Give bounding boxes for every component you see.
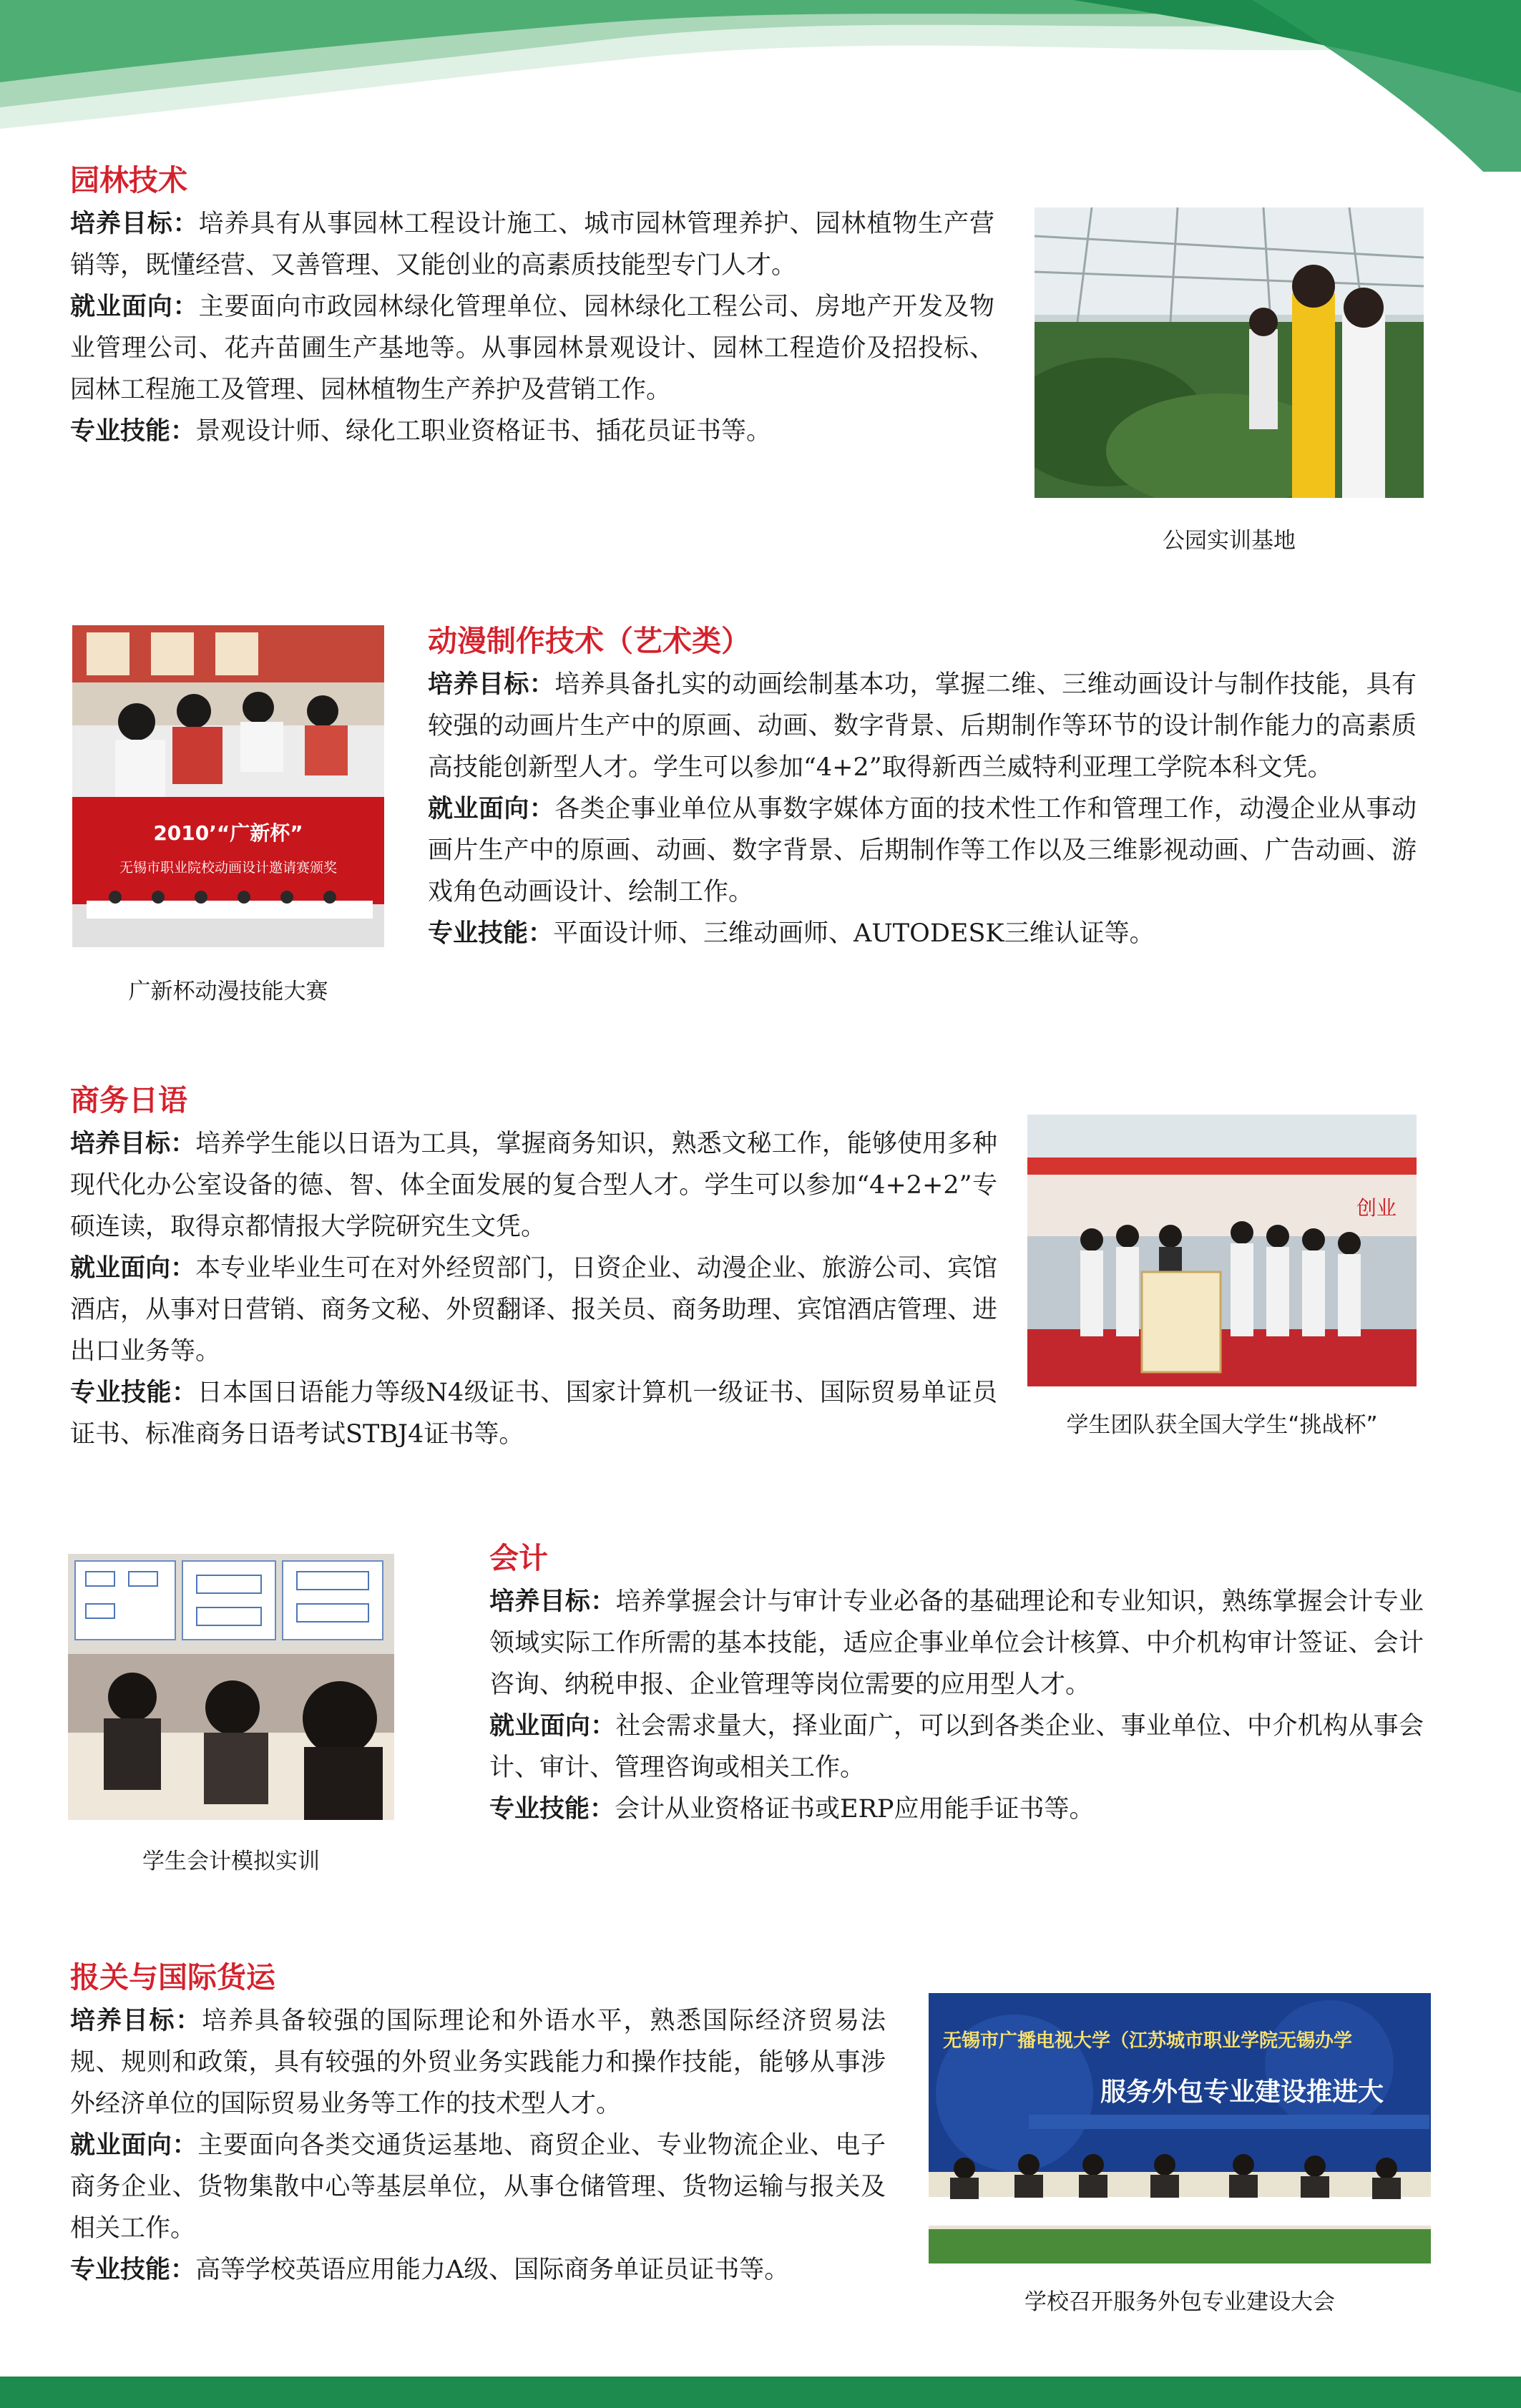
employ-text: 主要面向市政园林绿化管理单位、园林绿化工程公司、房地产开发及物业管理公司、花卉苗圃生产基地等。从事园林景观设计、园林工程造价及招投标、园林工程施工及管理、园林植物生产养护及营销工作。 [70, 293, 994, 404]
section-accounting [489, 1538, 1424, 1830]
goal-text: 培养具有从事园林工程设计施工、城市园林管理养护、园林植物生产营销等，既懂经营、又善管理、又能创业的高素质技能型专门人才。 [70, 210, 994, 280]
goal-text: 培养具备扎实的动画绘制基本功，掌握二维、三维动画设计与制作技能，具有较强的动画片生产中的原画、动画、数字背景、后期制作等环节的设计制作能力的高素质高技能创新型人才。学生可以参加“4+2”取得新西兰威特利亚理工学院本科文凭。 [428, 670, 1417, 782]
top-wave-decoration [0, 0, 1521, 172]
skill-label: 专业技能： [489, 1794, 615, 1824]
skill-text: 会计从业资格证书或ERP应用能手证书等。 [615, 1795, 1095, 1824]
training-goal [70, 203, 994, 286]
employ-text: 社会需求量大，择业面广，可以到各类企业、事业单位、中介机构从事会计、审计、管理咨询或相关工作。 [489, 1712, 1424, 1782]
photo-caption: 学生会计模拟实训 [142, 1849, 320, 1874]
section-landscape [70, 160, 994, 452]
section-animation [428, 621, 1417, 954]
skills [428, 913, 1417, 954]
skill-label: 专业技能： [70, 416, 196, 446]
employment [489, 1705, 1424, 1788]
skill-text: 日本国日语能力等级N4级证书、国家计算机一级证书、国际贸易单证员证书、标准商务日语考试STBJ4证书等。 [70, 1379, 997, 1449]
photo-challenge-cup-team [1027, 1115, 1417, 1386]
goal-text: 培养掌握会计与审计专业必备的基础理论和专业知识，熟练掌握会计专业领域实际工作所需的基本技能，适应企事业单位会计核算、中介机构审计签证、会计咨询、纳税申报、企业管理等岗位需要的应用型人才。 [489, 1587, 1424, 1699]
banner-line-1: 无锡市广播电视大学（江苏城市职业学院无锡办学 [943, 2030, 1353, 2052]
photo-accounting-simulation [68, 1554, 394, 1820]
photo-animation-contest [72, 625, 384, 947]
training-goal [70, 2000, 886, 2125]
skill-text: 景观设计师、绿化工职业资格证书、插花员证书等。 [195, 417, 772, 446]
employment [70, 2125, 886, 2249]
footer-bar [0, 2377, 1521, 2408]
skill-label: 专业技能： [70, 2255, 196, 2284]
photo-caption: 学校召开服务外包专业建设大会 [1024, 2289, 1335, 2315]
employment [70, 1248, 997, 1372]
training-goal [428, 664, 1417, 788]
section-title: 报关与国际货运 [70, 1960, 275, 1995]
skill-label: 专业技能： [428, 919, 554, 948]
banner-text: 创业 [1356, 1196, 1397, 1220]
skills [70, 2249, 886, 2291]
employ-text: 主要面向各类交通货运基地、商贸企业、专业物流企业、电子商务企业、货物集散中心等基层单位，从事仓储管理、货物运输与报关及相关工作。 [70, 2131, 886, 2243]
employ-label: 就业面向： [70, 1253, 196, 1283]
skill-label: 专业技能： [70, 1378, 197, 1407]
goal-label: 培养目标： [489, 1587, 616, 1616]
section-business-japanese [70, 1080, 997, 1455]
employ-label: 就业面向： [70, 2130, 198, 2160]
goal-label: 培养目标： [70, 209, 199, 238]
banner-subtitle: 无锡市职业院校动画设计邀请赛颁奖 [119, 860, 338, 876]
banner-line-2: 服务外包专业建设推进大 [1100, 2077, 1384, 2107]
employ-label: 就业面向： [70, 292, 199, 321]
skill-text: 高等学校英语应用能力A级、国际商务单证员证书等。 [195, 2256, 790, 2284]
goal-text: 培养具备较强的国际理论和外语水平，熟悉国际经济贸易法规、规则和政策，具有较强的外贸业务实践能力和操作技能，能够从事涉外经济单位的国际贸易业务等工作的技术型人才。 [70, 2007, 886, 2118]
section-customs-freight [70, 1957, 886, 2291]
employ-label: 就业面向： [489, 1711, 616, 1741]
skills [70, 1372, 997, 1455]
photo-park-training-base [1035, 207, 1424, 498]
section-title: 动漫制作技术（艺术类） [428, 624, 750, 658]
employment [428, 788, 1417, 913]
photo-caption: 公园实训基地 [1163, 528, 1296, 554]
skills [489, 1788, 1424, 1830]
employ-label: 就业面向： [428, 794, 555, 823]
training-goal [70, 1123, 997, 1248]
banner-title: 2010’“广新杯” [153, 821, 303, 845]
employ-text: 各类企事业单位从事数字媒体方面的技术性工作和管理工作，动漫企业从事动画片生产中的原画、动画、数字背景、后期制作等工作以及三维影视动画、广告动画、游戏角色动画设计、绘制工作。 [428, 795, 1417, 906]
photo-caption: 学生团队获全国大学生“挑战杯” [1066, 1412, 1378, 1438]
photo-caption: 广新杯动漫技能大赛 [128, 979, 328, 1004]
section-title: 商务日语 [70, 1083, 187, 1117]
section-title: 会计 [489, 1541, 548, 1575]
employ-text: 本专业毕业生可在对外经贸部门，日资企业、动漫企业、旅游公司、宾馆酒店，从事对日营销、商务文秘、外贸翻译、报关员、商务助理、宾馆酒店管理、进出口业务等。 [70, 1254, 997, 1366]
section-title: 园林技术 [70, 163, 187, 197]
employment [70, 286, 994, 411]
goal-label: 培养目标： [70, 2006, 202, 2035]
goal-label: 培养目标： [428, 670, 555, 699]
photo-outsourcing-conference [929, 1993, 1431, 2263]
goal-label: 培养目标： [70, 1129, 196, 1158]
training-goal [489, 1581, 1424, 1705]
skills [70, 411, 994, 452]
goal-text: 培养学生能以日语为工具，掌握商务知识，熟悉文秘工作，能够使用多种现代化办公室设备的德、智、体全面发展的复合型人才。学生可以参加“4+2+2”专硕连读，取得京都情报大学院研究生文凭。 [70, 1130, 997, 1241]
skill-text: 平面设计师、三维动画师、AUTODESK三维认证等。 [553, 919, 1155, 948]
